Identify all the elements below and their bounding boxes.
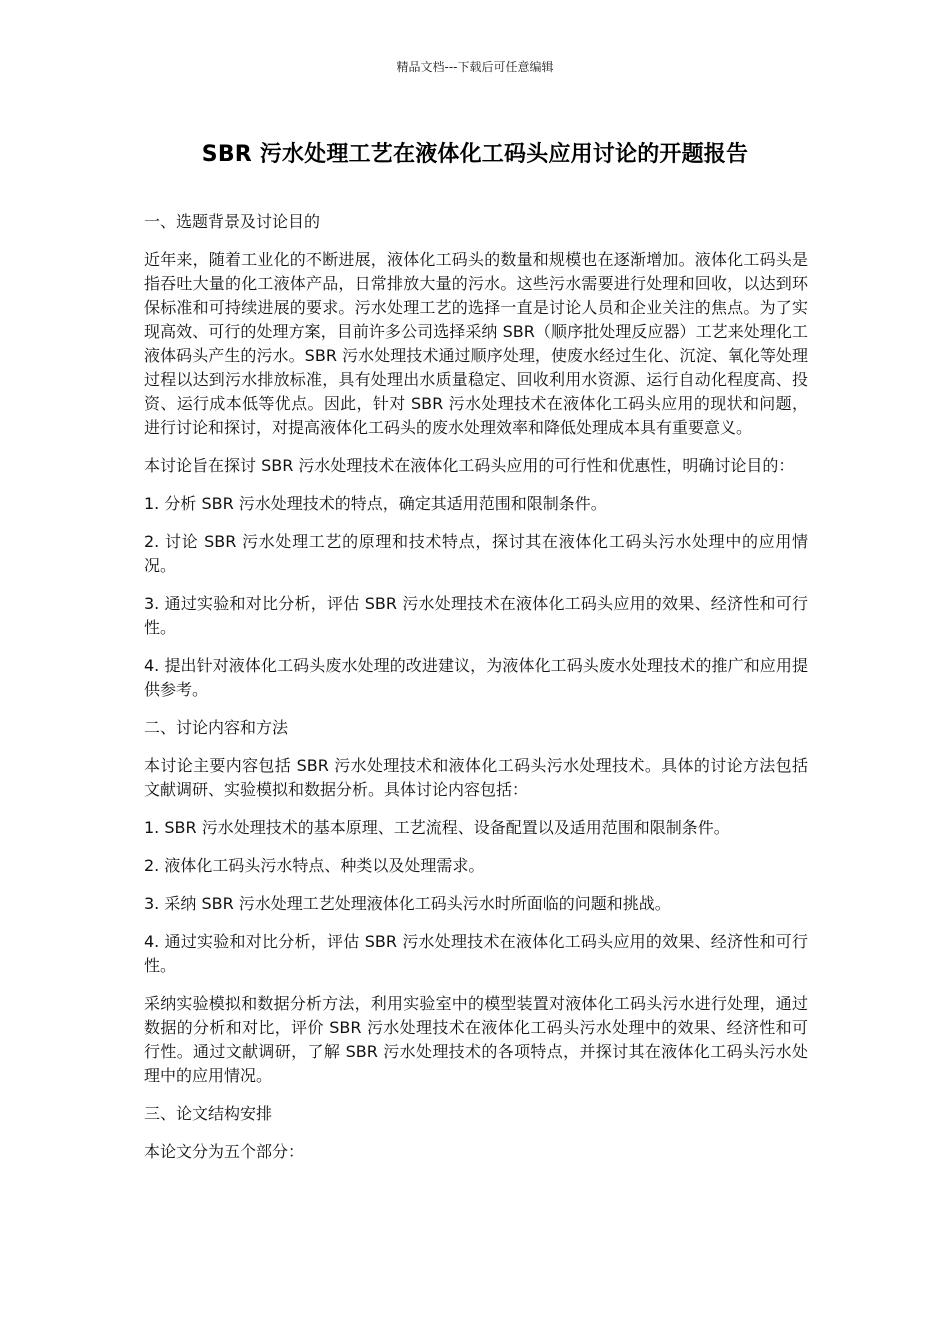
section-heading-structure: 三、论文结构安排 [144,1104,273,1123]
document-title: SBR 污水处理工艺在液体化工码头应用讨论的开题报告 [201,142,749,167]
list-item-content-3: 3. 采纳 SBR 污水处理工艺处理液体化工码头污水时所面临的问题和挑战。 [144,894,671,913]
paragraph-background: 近年来，随着工业化的不断进展，液体化工码头的数量和规模也在逐渐增加。液体化工码头是指吞吐大量的化工液体产品，日常排放大量的污水。这些污水需要进行处理和回收，以达到环保标准和可持续进展的要求。污水处理工艺的选择一直是讨论人员和企业关注的焦点。为了实现高效、可行的处理方案，目前许多公司选择采纳 SBR（顺序批处理反应器）工艺来处理化工液体码头产生的污水。SBR 污水处理技术通过顺序处理，使废水经过生化、沉淀、氧化等处理过程以达到污水排放标准，具有处理出水质量稳定、回收利用水资源、运行自动化程度高、投资、运行成本低等优点。因此，针对 SBR 污水处理技术在液体化工码头应用的现状和问题，进行讨论和探讨，对提高液体化工码头的废水处理效率和降低处理成本具有重要意义。 [144,250,808,437]
paragraph-structure-intro: 本论文分为五个部分： [144,1142,305,1161]
list-item-content-4: 4. 通过实验和对比分析，评估 SBR 污水处理技术在液体化工码头应用的效果、经济性和可行性。 [144,932,808,975]
list-item-purpose-1: 1. 分析 SBR 污水处理技术的特点，确定其适用范围和限制条件。 [144,494,607,513]
paragraph-method: 采纳实验模拟和数据分析方法，利用实验室中的模型装置对液体化工码头污水进行处理，通过数据的分析和对比，评价 SBR 污水处理技术在液体化工码头污水处理中的效果、经济性和可行性。通过文献调研，了解 SBR 污水处理技术的各项特点，并探讨其在液体化工码头污水处理中的应用情况。 [144,994,808,1085]
list-item-content-1: 1. SBR 污水处理技术的基本原理、工艺流程、设备配置以及适用范围和限制条件。 [144,818,730,837]
header-note: 精品文档---下载后可任意编辑 [396,60,554,74]
list-item-purpose-2: 2. 讨论 SBR 污水处理工艺的原理和技术特点，探讨其在液体化工码头污水处理中的应用情况。 [144,532,808,575]
paragraph-content-intro: 本讨论主要内容包括 SBR 污水处理技术和液体化工码头污水处理技术。具体的讨论方法包括文献调研、实验模拟和数据分析。具体讨论内容包括： [144,756,808,799]
paragraph-purpose-intro: 本讨论旨在探讨 SBR 污水处理技术在液体化工码头应用的可行性和优惠性，明确讨论目的： [144,456,795,475]
section-heading-content-method: 二、讨论内容和方法 [144,718,289,737]
section-heading-background: 一、选题背景及讨论目的 [144,212,321,231]
list-item-purpose-4: 4. 提出针对液体化工码头废水处理的改进建议，为液体化工码头废水处理技术的推广和应用提供参考。 [144,656,808,699]
list-item-purpose-3: 3. 通过实验和对比分析，评估 SBR 污水处理技术在液体化工码头应用的效果、经济性和可行性。 [144,594,808,637]
document-body [144,210,808,1178]
list-item-content-2: 2. 液体化工码头污水特点、种类以及处理需求。 [144,856,485,875]
